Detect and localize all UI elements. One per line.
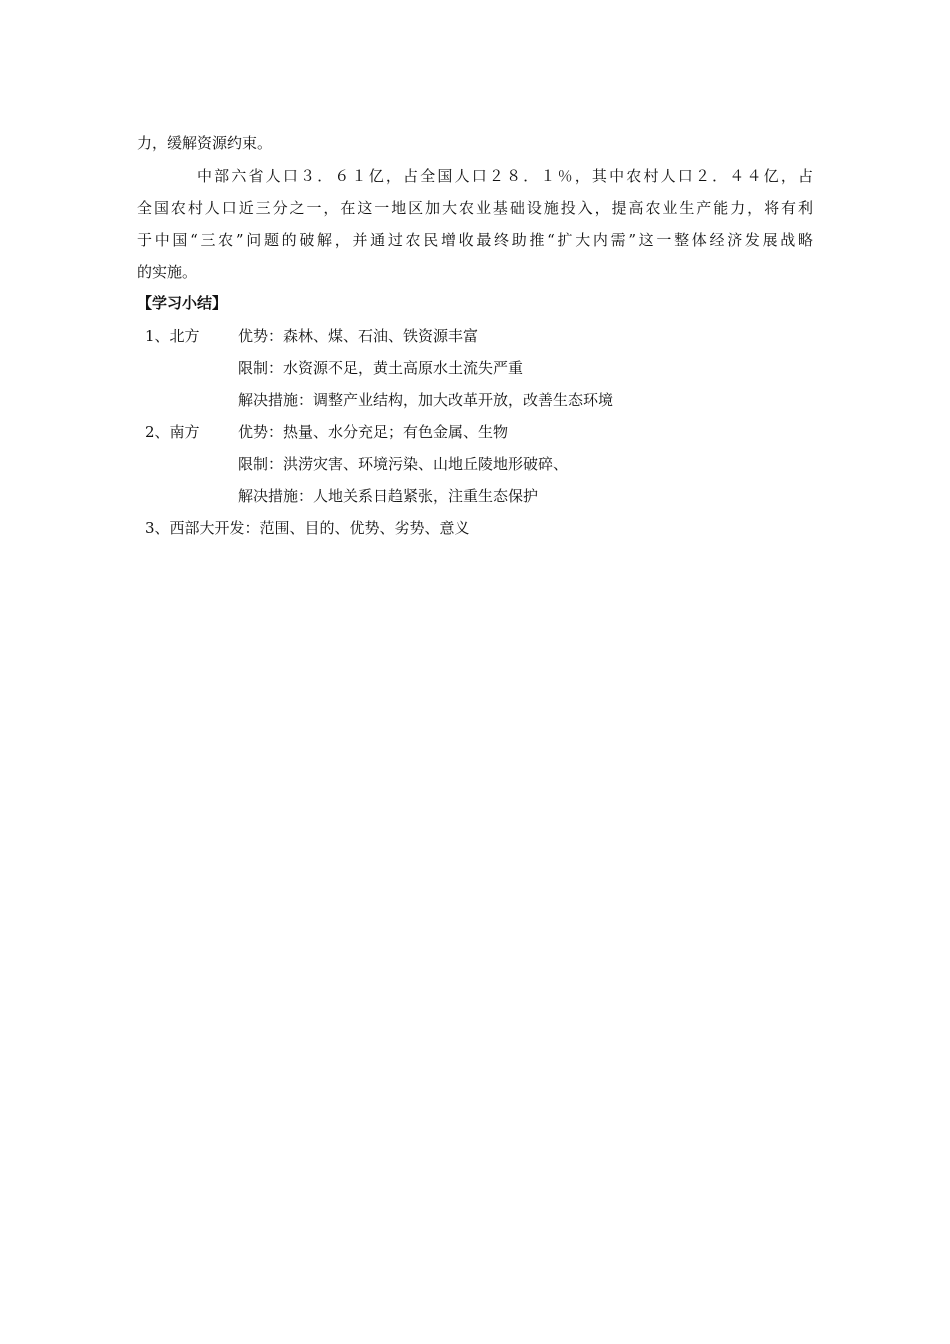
summary-advantage: 优势：森林、煤、石油、铁资源丰富	[238, 327, 479, 345]
summary-limit: 限制：洪涝灾害、环境污染、山地丘陵地形破碎、	[238, 455, 569, 473]
summary-item-label: 2、南方	[145, 423, 200, 441]
summary-measures: 解决措施：人地关系日趋紧张，注重生态保护	[238, 487, 539, 505]
summary-item-label: 1、北方	[145, 327, 200, 345]
section-heading: 【学习小结】	[137, 294, 228, 312]
summary-advantage: 优势：热量、水分充足；有色金属、生物	[238, 423, 509, 441]
paragraph-line: 力，缓解资源约束。	[137, 134, 273, 152]
paragraph-line: 的实施。	[137, 263, 198, 281]
summary-limit: 限制：水资源不足，黄土高原水土流失严重	[238, 359, 524, 377]
summary-measures: 解决措施：调整产业结构，加大改革开放，改善生态环境	[238, 391, 614, 409]
paragraph-line: 于中国“三农”问题的破解，并通过农民增收最终助推“扩大内需”这一整体经济发展战略	[137, 231, 813, 249]
paragraph-line: 全国农村人口近三分之一，在这一地区加大农业基础设施投入，提高农业生产能力，将有利	[137, 199, 813, 217]
summary-item-west: 3、西部大开发：范围、目的、优势、劣势、意义	[145, 519, 470, 537]
paragraph-line: 中部六省人口３．６１亿，占全国人口２８．１％，其中农村人口２．４４亿，占	[197, 167, 813, 185]
